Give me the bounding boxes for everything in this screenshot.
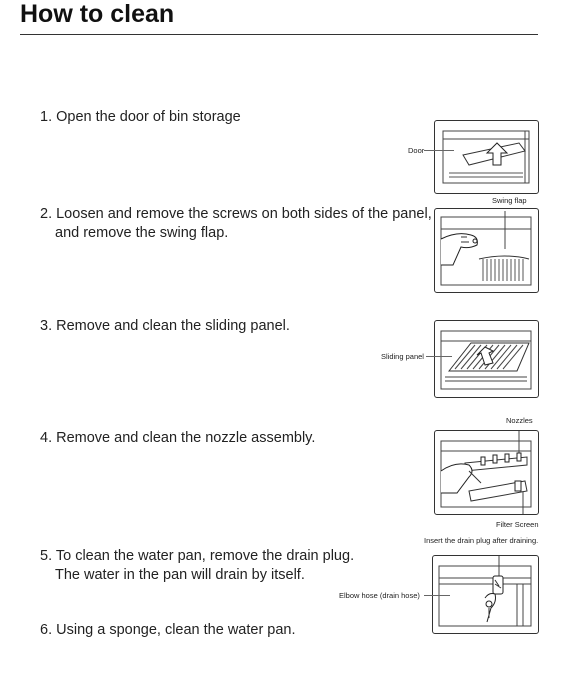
nozzles-label: Nozzles [506,416,533,425]
step-5-text [40,547,354,585]
step-3-line1: 3. Remove and clean the sliding panel. [40,318,290,334]
step-4-line1: 4. Remove and clean the nozzle assembly. [40,430,316,446]
step-2-line1: 2. Loosen and remove the screws on both sides of the panel, [40,206,432,222]
swing-flap-label: Swing flap [492,196,527,205]
elbow-hose-label: Elbow hose (drain hose) [339,591,420,600]
step-1-line1: 1. Open the door of bin storage [40,109,241,125]
sliding-panel-label: Sliding panel [381,352,424,361]
step-1-text [40,108,241,127]
door-label: Door [408,146,425,155]
step-6-text [40,621,296,640]
step-5-line2: The water in the pan will drain by itself. [55,567,305,583]
page-title: How to clean [20,0,175,28]
step-3-text [40,317,290,336]
insert-drain-plug-label: Insert the drain plug after draining. [424,536,539,545]
elbow-hose-leader-line [424,595,450,596]
step-4-text [40,429,315,448]
step-2-line2: and remove the swing flap. [55,225,229,241]
door-illustration [434,120,539,194]
step-6-line1: 6. Using a sponge, clean the water pan. [40,622,296,638]
nozzle-assembly-illustration [434,430,539,515]
sliding-panel-leader-line [426,356,452,357]
step-2-text [40,205,432,243]
title-divider [20,34,538,35]
door-leader-line [424,150,454,151]
swing-flap-illustration [434,208,539,293]
sliding-panel-illustration [434,320,539,398]
filter-screen-label: Filter Screen [496,520,539,529]
step-5-line1: 5. To clean the water pan, remove the drain plug. [40,548,355,564]
